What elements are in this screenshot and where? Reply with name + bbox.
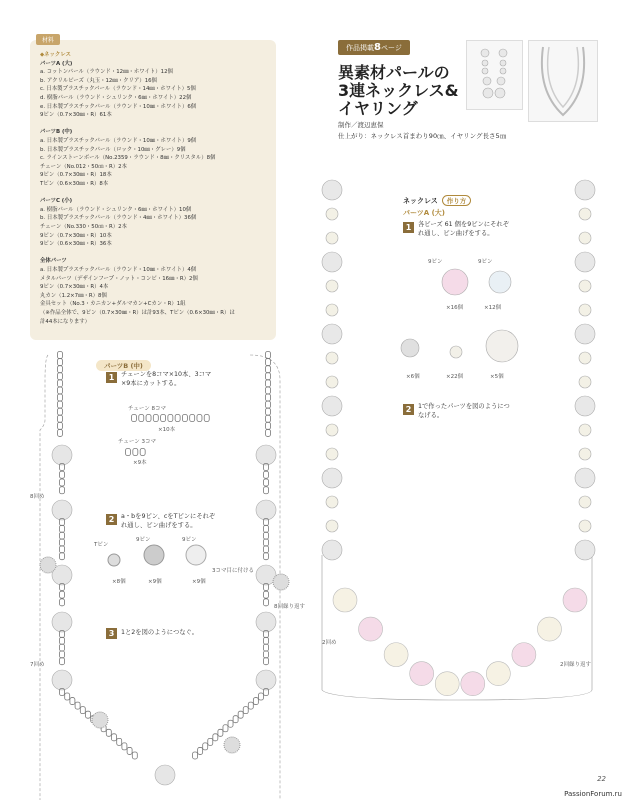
chain-link	[218, 729, 223, 736]
page-ref-suffix: ページ	[380, 44, 402, 52]
necklace-bead	[326, 232, 338, 244]
materials-line: パーツB (中)	[40, 129, 73, 136]
page-number: 22	[597, 775, 606, 783]
materials-line: c. 日本製プラスチックパール（ラウンド・14㎜・ホワイト）5個	[40, 86, 196, 93]
tpin-label: Tピン	[94, 542, 109, 548]
partB-step-2-number: 2	[106, 514, 117, 525]
pearl-right	[256, 670, 276, 690]
necklace-bead	[322, 468, 342, 488]
chain-link	[266, 429, 271, 436]
chain-link	[58, 408, 63, 415]
necklace-bead	[322, 180, 342, 200]
chain-link	[204, 415, 209, 422]
chain8-label: チェーン 8コマ	[128, 406, 166, 412]
second-round-label: 2回め	[322, 640, 337, 646]
necklace-bottom-bead	[435, 672, 459, 696]
chain-link	[197, 415, 202, 422]
chain-link	[264, 546, 269, 553]
necklace-bead	[322, 540, 342, 560]
necklace-step-2-line-2: なげる。	[418, 412, 444, 419]
materials-line: 金具セット（No.3・カニカン+ダルマカン+Cカン・R）1組	[40, 301, 186, 308]
chain-link	[58, 394, 63, 401]
materials-line: c. ラインストーンボール（No.2359・ラウンド・8㎜・クリスタル）8個	[40, 155, 216, 162]
chain-link	[60, 651, 65, 658]
chain-link	[264, 525, 269, 532]
materials-tag: 材料	[36, 34, 60, 45]
page-ref-number: 8	[374, 42, 381, 53]
necklace-bead	[575, 324, 595, 344]
attach-third-link-label: 3コマ目に付ける	[212, 568, 254, 574]
materials-line: a. コットンパール（ラウンド・12㎜・ホワイト）12個	[40, 69, 173, 76]
necklace-bead	[326, 520, 338, 532]
necklace-bead	[326, 304, 338, 316]
partA-sample-bead	[401, 339, 419, 357]
chain-link	[266, 366, 271, 373]
necklace-bead	[326, 352, 338, 364]
necklace-label: ネックレス	[403, 197, 438, 205]
pearl-right	[256, 612, 276, 632]
chain-link	[58, 352, 63, 359]
necklace-bottom-bead	[486, 662, 510, 686]
chain-link	[264, 644, 269, 651]
chain-link	[264, 591, 269, 598]
necklace-bead	[579, 520, 591, 532]
materials-line: b. 日本製プラスチックパール（ラウンド・4㎜・ホワイト）36個	[40, 215, 197, 222]
chain-link	[60, 471, 65, 478]
rhinestone-ball	[92, 712, 108, 728]
materials-line: ◆ネックレス	[40, 52, 71, 58]
necklace-bead	[579, 424, 591, 436]
necklace-bottom-bead	[461, 672, 485, 696]
chain3-count: ×9本	[133, 460, 147, 466]
necklace-bead	[579, 352, 591, 364]
necklace-bead	[326, 376, 338, 388]
howto-pill: 作り方	[442, 195, 472, 206]
chain-link	[208, 738, 213, 745]
chain-link	[60, 487, 65, 494]
chain-link	[139, 415, 144, 422]
materials-line: 9ピン（0.7×30㎜・R）61本	[40, 112, 112, 119]
chain-link	[60, 546, 65, 553]
chain-link	[175, 415, 180, 422]
chain-link	[190, 415, 195, 422]
partB-step-2-line-1: a・bを9ピン、cをTピンにそれぞ	[121, 513, 216, 520]
necklace-bead	[326, 496, 338, 508]
chain-link	[70, 698, 75, 705]
chain-link	[233, 716, 238, 723]
chain-link	[266, 401, 271, 408]
chain-link	[60, 637, 65, 644]
title-line-1: 異素材パールの	[338, 63, 450, 82]
rhinestone-ball	[40, 557, 56, 573]
necklace-bead	[326, 208, 338, 220]
finish-size: 仕上がり：ネックレス首まわり90㎝、イヤリング長さ5㎝	[338, 132, 507, 140]
materials-line: 9ピン（0.7×30㎜・R）4本	[40, 284, 109, 291]
chain-link	[112, 734, 117, 741]
necklace-bead	[579, 232, 591, 244]
chain-link	[60, 658, 65, 665]
necklace-bead	[326, 448, 338, 460]
materials-line: 9ピン（0.7×30㎜・R）18本	[40, 172, 112, 179]
pearl-left	[52, 445, 72, 465]
page-ref-prefix: 作品掲載	[346, 44, 374, 52]
chain-link	[266, 387, 271, 394]
necklace-bead	[579, 280, 591, 292]
chain-link	[58, 359, 63, 366]
eighth-round-label: 8回め	[30, 494, 45, 500]
chain-link	[213, 734, 218, 741]
chain-link	[198, 747, 203, 754]
chain-link	[153, 415, 158, 422]
partA-sample-bead	[450, 346, 462, 358]
materials-line: a. 日本製プラスチックパール（ラウンド・10㎜・ホワイト）4個	[40, 267, 197, 273]
partB-label: パーツB (中)	[96, 360, 151, 371]
chain-link	[264, 487, 269, 494]
chain-link	[60, 539, 65, 546]
chain-link	[60, 644, 65, 651]
pearl-left	[52, 500, 72, 520]
title-line-2: 3連ネックレス&	[338, 81, 459, 100]
count-16: ×16個	[446, 305, 464, 311]
partB-step-2-line-2: れ通し、ピン曲げをする。	[121, 522, 197, 529]
materials-line: b. アクリルビーズ（丸玉・12㎜・クリア）16個	[40, 77, 157, 84]
necklace-bead	[579, 376, 591, 388]
materials-line: Tピン（0.6×30㎜・R）8本	[40, 181, 109, 187]
materials-line: メタルパーツ（デザインフープ・ノット・コンビ・16㎜・R）2個	[40, 275, 198, 282]
chain-link	[132, 415, 137, 422]
pearl-left	[52, 670, 72, 690]
necklace-step-1-number: 1	[403, 222, 414, 233]
necklace-bead	[322, 324, 342, 344]
count-6: ×6個	[406, 374, 420, 380]
necklace-bottom-bead	[359, 617, 383, 641]
chain-link	[223, 725, 228, 732]
partA-beads	[322, 180, 595, 696]
rhinestone-ball	[224, 737, 240, 753]
partB-step-1-number: 1	[106, 372, 117, 383]
step-illustrations	[108, 269, 518, 566]
partB-chains	[40, 352, 289, 786]
chain-link	[60, 599, 65, 606]
necklace-bead	[579, 496, 591, 508]
chain-link	[243, 707, 248, 714]
chain-link	[182, 415, 187, 422]
necklace-bead	[575, 180, 595, 200]
chain3-label: チェーン 3コマ	[118, 439, 156, 445]
title-line-3: イヤリング	[338, 99, 418, 118]
materials-line: 9ピン（0.6×30㎜・R）36本	[40, 241, 112, 248]
chain-link	[106, 729, 111, 736]
chain-link	[58, 422, 63, 429]
materials-line: （※作品全体で、9ピン（0.7×30㎜・R）は計93本、Tピン（0.6×30㎜・R）は	[40, 310, 235, 316]
materials-line: d. 樹脂パール（ラウンド・シュリンク・6㎜・ホワイト）22個	[40, 95, 192, 101]
chain-link	[58, 387, 63, 394]
chain-link	[264, 479, 269, 486]
chain-link	[132, 752, 137, 759]
chain-link	[264, 658, 269, 665]
chain-link	[266, 380, 271, 387]
chain-link	[60, 532, 65, 539]
chain-link	[264, 599, 269, 606]
materials-line: 計44本になります）	[40, 318, 90, 325]
chain-link	[193, 752, 198, 759]
producer-credit: 制作／渡辺恵保	[338, 121, 384, 129]
materials-line: b. 日本製プラスチックパール（ロック・10㎜・グレー）9個	[40, 146, 186, 153]
pearl-right	[256, 500, 276, 520]
necklace-bead	[322, 396, 342, 416]
materials-line: パーツC (小)	[40, 198, 73, 205]
materials-line: a. 日本製プラスチックパール（ラウンド・10㎜・ホワイト）9個	[40, 138, 197, 144]
materials-line: チェーン（No.012・50㎝・R）2本	[40, 163, 127, 170]
chain-link	[122, 743, 127, 750]
chain-link	[228, 720, 233, 727]
chain-link	[127, 747, 132, 754]
seventh-round-label: 7回め	[30, 662, 45, 668]
necklace-bead	[326, 424, 338, 436]
chain-link	[161, 415, 166, 422]
chain-link	[253, 698, 258, 705]
chain-link	[65, 693, 70, 700]
pearl-bottom	[155, 765, 175, 785]
necklace-bottom-bead	[537, 617, 561, 641]
chain-link	[58, 429, 63, 436]
partA-label: パーツA (大)	[403, 209, 445, 217]
chain-link	[266, 408, 271, 415]
chain-link	[58, 380, 63, 387]
materials-line: パーツA (大)	[40, 60, 73, 67]
partA-sample-bead	[486, 330, 518, 362]
pearl-a	[186, 545, 206, 565]
site-watermark: PassionForum.ru	[564, 790, 622, 798]
chain-link	[60, 525, 65, 532]
necklace-bottom-bead	[512, 643, 536, 667]
rhinestone-ball	[273, 574, 289, 590]
partB-step-1-line-2: ×9本にカットする。	[121, 380, 181, 387]
chain-link	[264, 637, 269, 644]
pin9-label-2: 9ピン	[182, 537, 197, 543]
necklace-bead	[575, 540, 595, 560]
partA-sample-bead	[442, 269, 468, 295]
materials-line: 全体パーツ	[40, 258, 67, 265]
chain-link	[264, 532, 269, 539]
chain-link	[168, 415, 173, 422]
chain-link	[58, 415, 63, 422]
materials-line: a. 樹脂パール（ラウンド・シュリンク・6㎜・ホワイト）10個	[40, 206, 192, 213]
pearl-b	[144, 545, 164, 565]
chain-link	[140, 449, 145, 456]
pin-label-1: 9ピン	[428, 259, 443, 265]
chain-link	[58, 373, 63, 380]
materials-line: e. 日本製プラスチックパール（ラウンド・10㎜・ホワイト）6個	[40, 103, 197, 110]
necklace-bead	[575, 468, 595, 488]
partB-count-b: ×9個	[148, 579, 162, 585]
necklace-bottom-bead	[410, 662, 434, 686]
necklace-bead	[326, 280, 338, 292]
chain-link	[60, 591, 65, 598]
chain-link	[203, 743, 208, 750]
chain-link	[248, 702, 253, 709]
chain-link	[58, 366, 63, 373]
partA-sample-bead	[489, 271, 511, 293]
chain-link	[60, 553, 65, 560]
partB-step-3-number: 3	[106, 628, 117, 639]
necklace-bottom-bead	[563, 588, 587, 612]
chain-link	[266, 373, 271, 380]
chain-link	[266, 415, 271, 422]
necklace-bead	[575, 396, 595, 416]
chain-link	[266, 422, 271, 429]
partB-step-3-text: 1と2を図のようにつなぐ。	[121, 629, 199, 636]
chain-link	[238, 711, 243, 718]
count-12: ×12個	[484, 305, 502, 311]
necklace-step-2-line-1: 1で作ったパーツを図のようにつ	[418, 403, 510, 410]
pin9-label-1: 9ピン	[136, 537, 151, 543]
necklace-bottom-bead	[384, 643, 408, 667]
chain-link	[58, 401, 63, 408]
partB-dashed-frame	[40, 355, 48, 800]
chain-link	[258, 693, 263, 700]
repeat-twice-label: 2回繰り返す	[560, 662, 591, 668]
chain-link	[133, 449, 138, 456]
necklace-bead	[322, 252, 342, 272]
partB-count-a: ×9個	[192, 579, 206, 585]
materials-line: チェーン（No.330・50㎝・R）2本	[40, 224, 127, 230]
chain-link	[264, 553, 269, 560]
necklace-step-2-number: 2	[403, 404, 414, 415]
repeat-8-label: 8回繰り返す	[274, 604, 305, 610]
materials-line: 丸カン（1.2×7㎜・R）8個	[40, 292, 107, 299]
partB-count-c: ×8個	[112, 579, 126, 585]
necklace-step-1-line-2: れ通し、ピン曲げをする。	[418, 230, 494, 237]
necklace-bead	[579, 304, 591, 316]
pearl-left	[52, 612, 72, 632]
necklace-bead	[575, 252, 595, 272]
count-5: ×5個	[490, 374, 504, 380]
chain-link	[126, 449, 131, 456]
chain-link	[60, 479, 65, 486]
necklace-bottom-bead	[333, 588, 357, 612]
pin-label-2: 9ピン	[478, 259, 493, 265]
chain-link	[80, 707, 85, 714]
chain-link	[86, 711, 91, 718]
necklace-bead	[579, 448, 591, 460]
chain8-count: ×10本	[158, 427, 176, 433]
necklace-step-1-line-1: 各ビーズ 61 個を9ピンにそれぞ	[418, 221, 510, 228]
pearl-right	[256, 445, 276, 465]
count-22: ×22個	[446, 374, 464, 380]
chain-link	[117, 738, 122, 745]
materials-line: 9ピン（0.7×30㎜・R）10本	[40, 232, 112, 239]
chain-link	[264, 539, 269, 546]
chain-link	[75, 702, 80, 709]
chain-link	[264, 471, 269, 478]
chain-link	[264, 651, 269, 658]
rhinestone-c	[108, 554, 120, 566]
necklace-bead	[579, 208, 591, 220]
partB-step-1-line-1: チェーンを8コマ×10本、3コマ	[121, 371, 212, 378]
chain-link	[266, 394, 271, 401]
chain-link	[146, 415, 151, 422]
